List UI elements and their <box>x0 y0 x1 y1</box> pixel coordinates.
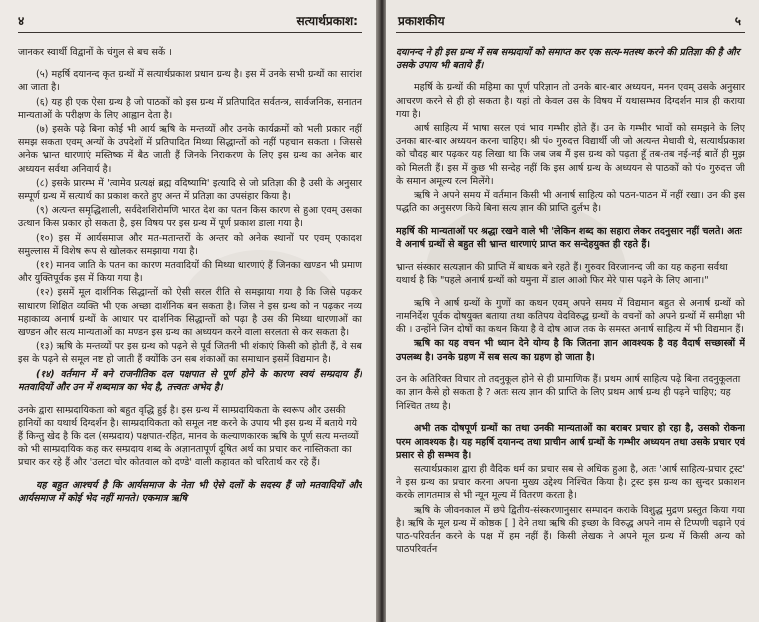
left-emphasis-paragraph: यह बहुत आश्चर्य है कि आर्यसमाज के नेता भी ऐसे दलों के सदस्य हैं जो मतवादियों और आर्यसमाज में कोई भेद नहीं मानते। एकमात्र ऋषि <box>18 480 362 505</box>
right-running-title: प्रकाशकीय <box>398 14 445 28</box>
right-paragraph: सत्यार्थप्रकाश द्वारा ही वैदिक धर्म का प्रचार सब से अधिक हुआ है, अतः 'आर्ष साहित्य-प्रचार ट्रस्ट' ने इस ग्रन्थ का प्रचार करना अपना मुख्य उद्देश्य निश्चित किया है। ट्रस्ट इस ग्रन्थ का सुन्दर प्रकाशन करके लागतमात्र से भी न्यून मूल्य में वितरण करता है। <box>396 463 745 502</box>
left-paragraph: (६) यह ही एक ऐसा ग्रन्थ है जो पाठकों को इस ग्रन्थ में प्रतिपादित सर्वतन्त्र, सार्वजनिक, सनातन मान्यताओं के परीक्षण के लिए आह्वान देता है। <box>18 96 362 121</box>
right-paragraph: ऋषि के जीवनकाल में छपे द्वितीय-संस्करणानुसार सम्पादन कराके विशुद्ध मुद्रण प्रस्तुत किया गया है। ऋषि के मूल ग्रन्थ में कोष्ठक [ ] देने तथा ऋषि की इच्छा के विरुद्ध अपने नाम से टिप्पणी चढ़ाने एवं पाठ-परिवर्तन करने के पक्ष में हम नहीं हैं। किसी लेखक ने अपने मूल ग्रन्थ में किसी अन्य को पाठपरिवर्तन <box>396 504 745 556</box>
right-page <box>386 0 759 622</box>
left-paragraph: (११) मानव जाति के पतन का कारण मतवादियों की मिथ्या धारणाएं हैं जिनका खण्डन भी प्रमाण और युक्तिपूर्वक इस में किया गया है। <box>18 260 362 285</box>
right-bold-paragraph: महर्षि की मान्यताओं पर श्रद्धा रखने वाले भी 'लेकिन शब्द का सहारा लेकर तदनुसार नहीं चलते। अतः वे अनार्ष ग्रन्थों से बहुत सी भ्रान्त धारणाएं प्राप्त कर सन्देहयुक्त ही रहते हैं। <box>396 225 742 251</box>
left-paragraph: जानकर स्वार्थी विद्वानों के चंगुल से बच सकें । <box>18 46 172 58</box>
left-page-number: ४ <box>18 14 25 28</box>
right-paragraph: ऋषि ने अपने समय में वर्तमान किसी भी अनार्ष साहित्य को पठन-पाठन में नहीं रखा। उन की इस पद्धति का अनुसरण किये बिना सत्य ज्ञान की प्राप्ति दुर्लभ है। <box>396 190 745 215</box>
left-paragraph: उनके द्वारा साम्प्रदायिकता को बहुत वृद्धि हुई है। इस ग्रन्थ में साम्प्रदायिकता के स्वरूप और उसकी हानियों का यथार्थ दिग्दर्शन है। साम्प्रदायिकता को समूल नष्ट करने के उपाय भी इस ग्रन्थ में बताये गये हैं किन्तु खेद है कि दल (सम्प्रदाय) पक्षपात-रहित, मानव के कल्याणकारक ऋषि के पूर्ण सत्य मन्तव्यों को भी साम्प्रदायिक कह कर सम्प्रदाय शब्द के अज्ञानतापूर्ण दूषित अर्थ का प्रचार कर नास्तिकता का प्रचार कर रहे हैं और 'उलटा चोर कोतवाल को दण्डे' वाली कहावत को चरितार्थ कर रहे हैं। <box>18 404 359 469</box>
left-paragraph: (९) अत्यन्त समृद्धिशाली, सर्वदेशशिरोमणि भारत देश का पतन किस कारण से हुआ एवम् उसका उत्थान किस प्रकार हो सकता है, इस विषय पर इस ग्रन्थ में पूर्ण प्रकाश डाला गया है। <box>18 205 362 230</box>
left-paragraph: (८) इसके प्रारम्भ में 'त्वामेव प्रत्यक्षं ब्रह्म वदिष्यामि' इत्यादि से जो प्रतिज्ञा की है उसी के अनुसार सम्पूर्ण ग्रन्थ में सत्यार्थ का प्रकाश करते हुए अन्त में प्रतिज्ञा का उपसंहार किया है। <box>18 177 362 203</box>
left-header-rule <box>18 32 362 33</box>
right-page-number: ५ <box>734 14 741 28</box>
left-page <box>0 0 376 622</box>
right-page-body <box>396 36 745 614</box>
left-page-body <box>18 36 362 614</box>
book-gutter <box>376 0 386 622</box>
right-paragraph: आर्ष साहित्य में भाषा सरल एवं भाव गम्भीर होते हैं। उन के गम्भीर भावों को समझने के लिए उनका बार-बार अध्ययन करना चाहिए। श्री पं० गुरुदत्त विद्यार्थी जी जो अत्यन्त मेधावी थे, सत्यार्थप्रकाश को चौदह बार पढ़कर यह लिखा था कि जब जब मैं इस ग्रन्थ को पढ़ता हूँ तब-तब नई-नई बातें ही मुझ को मिलती हैं। इस में कुछ भी सन्देह नहीं कि इस आर्ष ग्रन्थ के अध्ययन से पाठकों को पं० गुरुदत्त जी के समान अमूल्य रत्न मिलेंगे। <box>396 123 745 187</box>
left-paragraph: (१०) इस में आर्यसमाज और मत-मतान्तरों के अन्तर को अनेक स्थानों पर एवम् एकादश समुल्लास में विशेष रूप से खोलकर समझाया गया है। <box>18 232 362 257</box>
right-header-rule <box>396 32 745 33</box>
left-emphasis-paragraph: (१४) वर्तमान में बने राजनीतिक दल पक्षपात से पूर्ण होने के कारण स्वयं सम्प्रदाय हैं। मतवादियों और उन में शब्दमात्र का भेद है, तत्त्वतः अभेद है। <box>18 368 362 393</box>
right-bold-paragraph: अभी तक दोषपूर्ण ग्रन्थों का तथा उनकी मान्यताओं का बराबर प्रचार हो रहा है, उसको रोकना परम आवश्यक है। यह महर्षि दयानन्द तथा प्राचीन आर्ष ग्रन्थों के गम्भीर अध्ययन तथा उसके प्रचार एवं प्रसार से ही सम्भव है। <box>396 423 745 461</box>
left-paragraph: (५) महर्षि दयानन्द कृत ग्रन्थों में सत्यार्थप्रकाश प्रधान ग्रन्थ है। इस में उनके सभी ग्रन्थों का सारांश आ जाता है। <box>18 69 362 94</box>
right-paragraph: भ्रान्त संस्कार सत्यज्ञान की प्राप्ति में बाधक बने रहते हैं। गुरुवर विरजानन्द जी का यह कहना सर्वथा यथार्थ है कि "पहले अनार्ष ग्रन्थों को यमुना में डाल आओ फिर मेरे पास पढ़ने के लिए आना।" <box>396 261 728 287</box>
right-paragraph: ऋषि ने आर्ष ग्रन्थों के गुणों का कथन एवम् अपने समय में विद्यमान बहुत से अनार्ष ग्रन्थों को नामनिर्देश पूर्वक दोषयुक्त बताया तथा कतिपय वेदविरुद्ध ग्रन्थों के वचनों को अपने ग्रन्थों में समीक्षा भी की । उन्होंने जिन दोषों का कथन किया है वे दोष आज तक के समस्त अनार्ष साहित्य में भी विद्यमान हैं। <box>396 297 745 336</box>
left-page-header <box>0 12 376 32</box>
right-page-header <box>386 12 759 32</box>
left-paragraph: (७) इसके पढ़े बिना कोई भी आर्य ऋषि के मन्तव्यों और उनके कार्यक्रमों को भली प्रकार नहीं समझ सकता एवम् अन्यों के उपदेशों में प्रतिपादित मिथ्या सिद्धान्तों को नहीं पहचान सकता । जिससे अनेक भ्रान्त धारणाएं मस्तिष्क में बैठ जाती हैं जिनके निराकरण के लिए इस ग्रन्थ का अनेक बार अध्ययन सर्वथा अनिवार्य है। <box>18 124 362 175</box>
left-paragraph: (१२) इसमें मूल दार्शनिक सिद्धान्तों को ऐसी सरल रीति से समझाया गया है कि जिसे पढ़कर साधारण शिक्षित व्यक्ति भी एक अच्छा दार्शनिक बन सकता है। जिस ने इस ग्रन्थ को न पढ़कर नव्य महाकाव्य अनार्ष ग्रन्थों के आधार पर दार्शनिक सिद्धान्तों को पढ़ा है उस की मिथ्या धारणाओं का खण्डन और सत्य मान्यताओं का मण्डन इस ग्रन्थ का अध्ययन करने वाला सरलता से कर सकता है। <box>18 287 362 339</box>
right-paragraph: महर्षि के ग्रन्थों की महिमा का पूर्ण परिज्ञान तो उनके बार-बार अध्ययन, मनन एवम् उसके अनुसार आचरण करने से ही हो सकता है। यहां तो केवल उस के विषय में यथासम्भव दिग्दर्शन मात्र ही कराया गया है। <box>396 82 745 120</box>
left-running-title: सत्यार्थप्रकाश: <box>296 14 358 28</box>
right-emphasis-paragraph: दयानन्द ने ही इस ग्रन्थ में सब सम्प्रदायों को समाप्त कर एक सत्य-मतस्थ करने की प्रतिज्ञा की है और उसके उपाय भी बताये हैं। <box>396 46 740 71</box>
right-paragraph: उन के अतिरिक्त विचार तो तदनुकूल होने से ही प्रामाणिक हैं। प्रथम आर्ष साहित्य पढ़े बिना तदनुकूलता का ज्ञान कैसे हो सकता है ? अतः सत्य ज्ञान की प्राप्ति के लिए प्रथम आर्ष ग्रन्थ ही पढ़ने चाहिए; यह निश्चित तथ्य है। <box>396 374 741 412</box>
left-paragraph: (१३) ऋषि के मन्तव्यों पर इस ग्रन्थ को पढ़ने से पूर्व जितनी भी शंकाएं किसी को होती हैं, वे सब इस के पढ़ने से समूल नष्ट हो जाती हैं क्योंकि उन सब शंकाओं का समाधान इसमें विद्यमान है। <box>18 341 362 366</box>
right-bold-paragraph: ऋषि का यह वचन भी ध्यान देने योग्य है कि जितना ज्ञान आवश्यक है वह वैदार्ष सच्छास्त्रों में उपलब्ध है। उनके ग्रहण में सब सत्य का ग्रहण हो जाता है। <box>396 338 745 363</box>
